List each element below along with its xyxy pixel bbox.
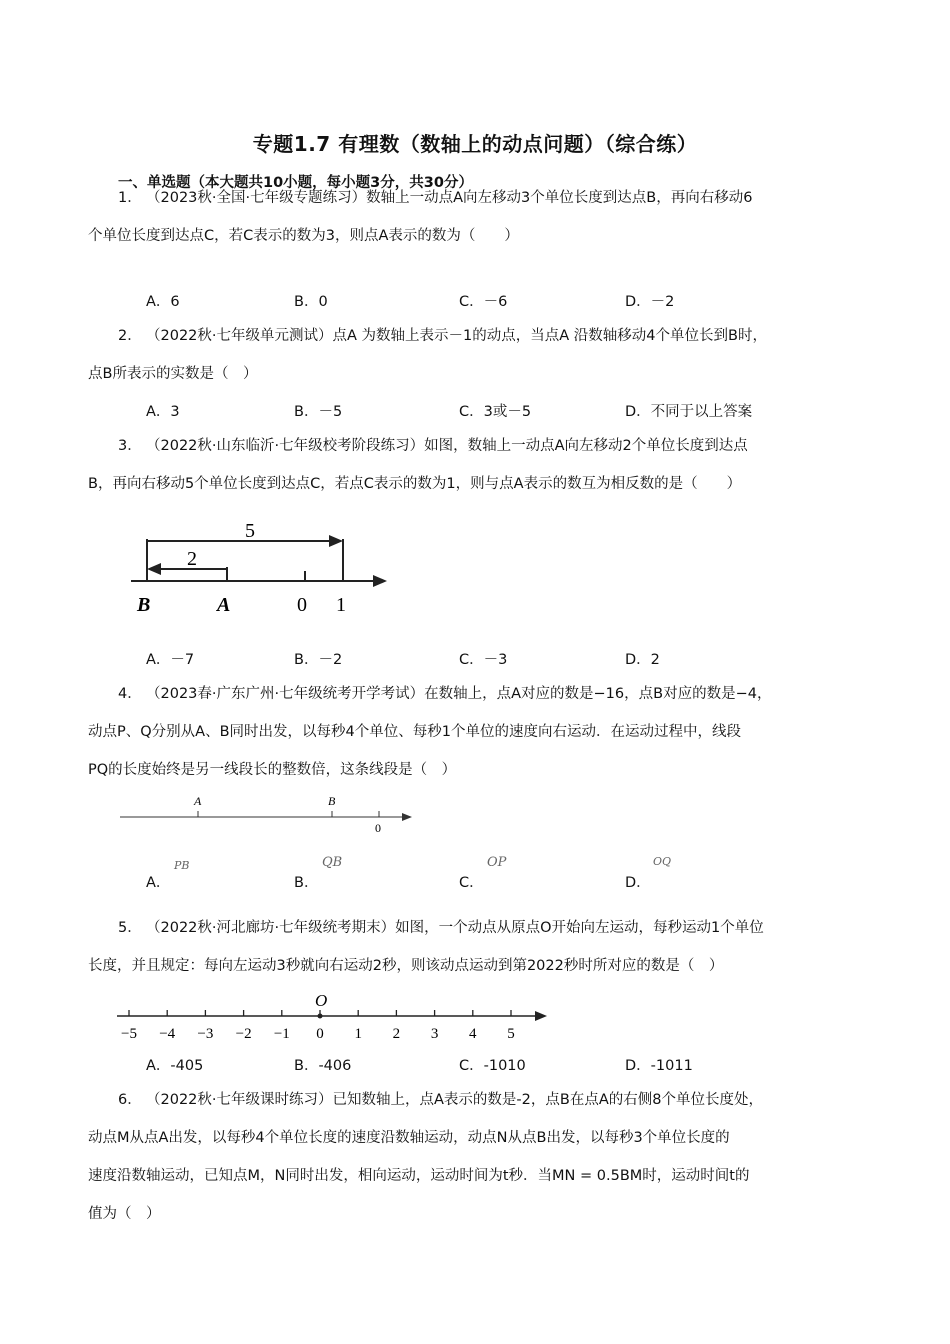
q3-label-two: 2: [187, 548, 197, 570]
q4-option-a-math: PB: [174, 859, 190, 872]
q6-line-4: 值为（ ）: [88, 1206, 161, 1222]
q3-point-a: A: [217, 594, 231, 616]
q4-line-1: （2023春·广东广州·七年级统考开学考试）在数轴上，点A对应的数是−16，点B对应的数是−4，: [146, 686, 772, 702]
q1-number: 1．: [118, 190, 142, 206]
q6-number: 6．: [118, 1092, 142, 1108]
q2-option-c[interactable]: C．3或－5: [459, 404, 532, 420]
q2-line-1: （2022秋·七年级单元测试）点A 为数轴上表示－1的动点，当点A 沿数轴移动4个单位长到B时，: [146, 328, 767, 344]
q3-number: 3．: [118, 438, 142, 454]
q4-option-d[interactable]: D．: [625, 875, 651, 891]
q6-line-1: （2022秋·七年级课时练习）已知数轴上，点A表示的数是-2，点B在点A的右侧8个单位长度处，: [146, 1092, 763, 1108]
q5-origin-label: O: [315, 991, 328, 1010]
q5-option-c[interactable]: C．-1010: [459, 1058, 526, 1074]
q1-option-b[interactable]: B．0: [294, 294, 328, 310]
q5-tick-label: 1: [354, 1026, 362, 1042]
q4-point-zero: 0: [375, 821, 381, 835]
q4-line-2: 动点P、Q分别从A、B同时出发，以每秒4个单位、每秒1个单位的速度向右运动．在运动过程中，线段: [88, 724, 741, 740]
q5-tick-label: 0: [316, 1026, 324, 1042]
q3-line-2: B，再向右移动5个单位长度到达点C，若点C表示的数为1，则与点A表示的数互为相反数的是（ ）: [88, 476, 742, 492]
q3-option-b[interactable]: B．－2: [294, 652, 343, 668]
q3-option-a[interactable]: A．－7: [146, 652, 195, 668]
q5-tick-label: 5: [507, 1026, 515, 1042]
q3-number-line-figure: [125, 515, 395, 625]
q6-line-3: 速度沿数轴运动，已知点M，N同时出发，相向运动，运动时间为t秒．当MN = 0.5BM时，运动时间t的: [88, 1168, 750, 1184]
q4-line-3: PQ的长度始终是另一线段长的整数倍，这条线段是（ ）: [88, 762, 457, 778]
q5-option-a[interactable]: A．-405: [146, 1058, 204, 1074]
q4-option-d-math: OQ: [653, 855, 672, 868]
q2-option-a[interactable]: A．3: [146, 404, 180, 420]
q1-option-c[interactable]: C．－6: [459, 294, 508, 310]
q4-number-line-figure: [118, 792, 418, 837]
q3-line-1: （2022秋·山东临沂·七年级校考阶段练习）如图，数轴上一动点A向左移动2个单位长度到达点: [146, 438, 748, 454]
q5-tick-label: −4: [159, 1026, 176, 1042]
q5-tick-label: −5: [121, 1026, 137, 1042]
q5-tick-label: 4: [469, 1026, 477, 1042]
section-heading: 一、单选题（本大题共10小题，每小题3分，共30分）: [118, 175, 473, 191]
q4-option-b-math: QB: [322, 855, 343, 870]
q3-point-one: 1: [336, 594, 346, 616]
q3-option-d[interactable]: D．2: [625, 652, 660, 668]
q3-point-b: B: [137, 594, 151, 616]
q1-line-2: 个单位长度到达点C，若C表示的数为3，则点A表示的数为（ ）: [88, 228, 519, 244]
page-title: 专题1.7 有理数（数轴上的动点问题）（综合练）: [252, 132, 698, 156]
q6-line-2: 动点M从点A出发，以每秒4个单位长度的速度沿数轴运动，动点N从点B出发，以每秒3个单位长度的: [88, 1130, 730, 1146]
q3-option-c[interactable]: C．－3: [459, 652, 508, 668]
q2-line-2: 点B所表示的实数是（ ）: [88, 366, 258, 382]
q3-point-zero: 0: [297, 594, 307, 616]
q2-option-b[interactable]: B．－5: [294, 404, 343, 420]
q5-tick-label: −1: [273, 1026, 290, 1042]
q4-number: 4．: [118, 686, 142, 702]
q4-option-c-math: OP: [487, 855, 507, 870]
q4-point-b: B: [328, 794, 336, 808]
q2-number: 2．: [118, 328, 142, 344]
q5-tick-label: −3: [197, 1026, 214, 1042]
q5-option-d[interactable]: D．-1011: [625, 1058, 693, 1074]
q4-option-c[interactable]: C．: [459, 875, 484, 891]
q1-line-1: （2023秋·全国·七年级专题练习）数轴上一动点A向左移动3个单位长度到达点B，再向右移动6: [146, 190, 753, 206]
q1-option-a[interactable]: A．6: [146, 294, 180, 310]
q2-option-d[interactable]: D．不同于以上答案: [625, 404, 753, 420]
q5-tick-label: −2: [235, 1026, 252, 1042]
q4-option-a[interactable]: A．: [146, 875, 171, 891]
q5-number: 5．: [118, 920, 142, 936]
q5-tick-label: 2: [392, 1026, 401, 1042]
q5-option-b[interactable]: B．-406: [294, 1058, 352, 1074]
q5-tick-label: 3: [430, 1026, 439, 1042]
q4-point-a: A: [194, 794, 202, 808]
q1-option-d[interactable]: D．－2: [625, 294, 675, 310]
q5-line-2: 长度，并且规定：每向左运动3秒就向右运动2秒，则该动点运动到第2022秒时所对应的数是（ ）: [88, 958, 724, 974]
q3-label-five: 5: [245, 520, 255, 542]
q5-number-line-figure: [115, 990, 555, 1045]
q5-line-1: （2022秋·河北廊坊·七年级统考期末）如图，一个动点从原点O开始向左运动，每秒运动1个单位: [146, 920, 764, 936]
q4-option-b[interactable]: B．: [294, 875, 319, 891]
